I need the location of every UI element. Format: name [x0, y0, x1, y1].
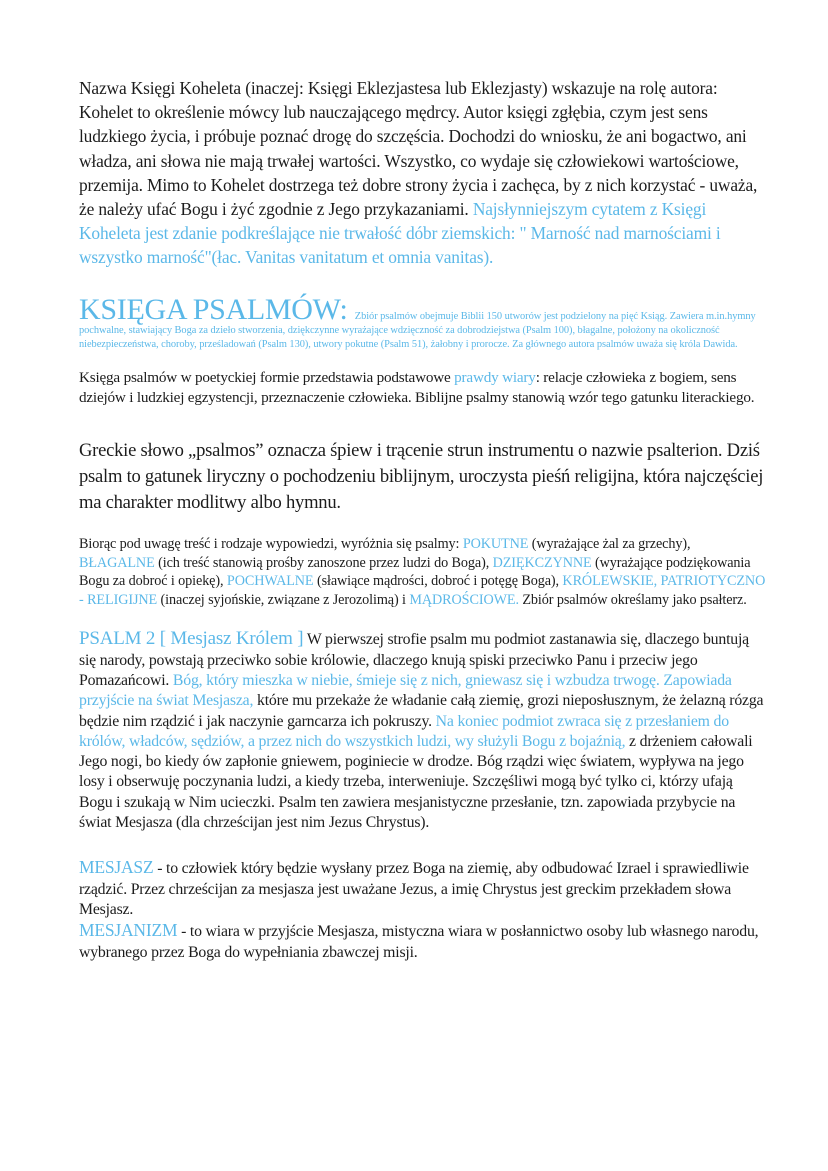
koheleth-quote: Najsłynniejszym cytatem z Księgi Koheleta jest zdanie podkreślające nie trwałość dóbr ziemskich: " Marność nad marnościami i wszystko marność"(łac. Vanitas vanitatum et omnia vanitas). — [79, 199, 721, 268]
psalms-intro-highlight: prawdy wiary — [454, 368, 536, 386]
psalms-heading-summary: Zbiór psalmów obejmuje Biblii 150 utworów jest podzielony na pięć Ksiąg. Zawiera m.in.hymny pochwalne, stawiający Boga za dzieło stworzenia, dziękczynne wyrażające wdzięczność za dobrodziejstwa (Psalm 100), błagalne, położony na okoliczność niebezpieczeństwa, choroby, prześladowań (Psalm 130), utwory pokutne (Psalm 51), żałobny i prorocze. Za głównego autora psalmów uważa się króla Dawida. — [79, 310, 756, 350]
psalm-types-paragraph — [79, 535, 769, 609]
psalm-type-pochwalne: POCHWALNE — [226, 573, 314, 590]
psalm-type-dziekczynne: DZIĘKCZYNNE — [492, 554, 592, 571]
psalmos-paragraph — [79, 438, 769, 516]
psalms-intro-paragraph — [79, 368, 769, 408]
psalm-type-madrosciowe: MĄDROŚCIOWE. — [409, 591, 519, 608]
psalm-type-pokutne: POKUTNE — [462, 536, 529, 553]
psalm-type-blagalne: BŁAGALNE — [79, 554, 155, 571]
definition-text: - to człowiek który będzie wysłany przez Boga na ziemię, aby odbudować Izrael i sprawiedliwie rządzić. Przez chrześcijan za mesjasza jest uważane Jezus, a imię Chrystus jest greckim przekładem słowa Mesjasz. — [79, 860, 749, 918]
psalm2-paragraph — [79, 629, 769, 833]
document-page — [79, 76, 769, 963]
psalm2-text-1: W pierwszej strofie psalm mu podmiot zastanawia się, dlaczego buntują się narody, powstają przeciwko sobie królowie, dlaczego knują spiski przeciwko Panu i przeciw jego Pomazańcowi. — [79, 631, 749, 689]
psalms-intro-after: : relacje człowieka z bogiem, sens dziejów i ludzkiej egzystencji, przeznaczenie człowieka. Biblijne psalmy stanowią wzór tego gatunku literackiego. — [79, 368, 755, 406]
definition-mesjanizm — [79, 920, 769, 963]
psalm-type-desc: Zbiór psalmów określamy jako psałterz. — [518, 591, 747, 608]
psalm-type-desc: (wyrażające żal za grzechy), — [528, 536, 691, 553]
koheleth-paragraph — [79, 76, 769, 270]
koheleth-text: Nazwa Księgi Koheleta (inaczej: Księgi Eklezjastesa lub Eklezjasty) wskazuje na rolę autora: Kohelet to określenie mówcy lub nauczającego mędrcy. Autor księgi zgłębia, czym jest sens ludzkiego życia, i próbuje poznać drogę do szczęścia. Dochodzi do wniosku, że ani bogactwo, ani władza, ani słowa nie mają trwałej wartości. Wszystko, co wydaje się człowiekowi wartościowe, przemija. Mimo to Kohelet dostrzega też dobre strony życia i zachęca, by z nich korzystać - uważa, że należy ufać Bogu i żyć zgodnie z Jego przykazaniami. — [79, 78, 758, 220]
psalms-heading-title: KSIĘGA PSALMÓW: — [79, 292, 355, 326]
psalm-types-intro: Biorąc pod uwagę treść i rodzaje wypowiedzi, wyróżnia się psalmy: — [79, 536, 463, 553]
psalm2-highlight-2: Na koniec podmiot zwraca się z przesłaniem do królów, władców, sędziów, a przez nich do wszystkich ludzi, wy służyli Bogu z bojaźnią, — [79, 712, 729, 750]
psalms-intro-before: Księga psalmów w poetyckiej formie przedstawia podstawowe — [79, 368, 455, 386]
psalm2-highlight-1: Bóg, który mieszka w niebie, śmieje się z nich, gniewasz się i wzbudza trwogę. Zapowiada przyjście na świat Mesjasza, — [79, 672, 732, 710]
definition-term: MESJASZ — [79, 857, 154, 878]
psalm2-text-2: które mu przekaże że władanie całą ziemię, grozi nieposłusznym, że żelazną rózga będzie nim rządzić i jak naczynie garncarza ich pokruszy. — [79, 692, 764, 730]
psalm-type-krolewskie: KRÓLEWSKIE, PATRIOTYCZNO - RELIGIJNE — [79, 573, 766, 608]
psalm-type-desc: (ich treść stanowią prośby zanoszone przez ludzi do Boga), — [154, 554, 493, 571]
psalm-type-desc: (sławiące mądrości, dobroć i potęgę Boga), — [313, 573, 563, 590]
psalmos-text: Greckie słowo „psalmos” oznacza śpiew i trącenie strun instrumentu o nazwie psalterion. Dziś psalm to gatunek liryczny o pochodzeniu biblijnym, uroczysta pieśń religijna, która najczęściej ma charakter modlitwy albo hymnu. — [79, 440, 764, 514]
psalm2-label: PSALM 2 [ Mesjasz Królem ] — [79, 628, 304, 650]
psalm-type-desc: (inaczej syjońskie, związane z Jerozolimą) i — [157, 591, 410, 608]
psalm2-text-3: z drżeniem całowali Jego nogi, bo kiedy ów zapłonie gniewem, poginiecie w drodze. Bóg rządzi więc światem, wypływa na jego losy i obserwuję poczynania ludzi, a kiedy trzeba, interweniuje. Szczęśliwi mogą być tylko ci, którzy ufają Bogu i szukają w Nim ucieczki. Psalm ten zawiera mesjanistyczne przesłanie, tzn. zapowiada przybycie na świat Mesjasza (dla chrześcijan jest nim Jezus Chrystus). — [79, 732, 753, 832]
psalm-type-desc: (wyrażające podziękowania Bogu za dobroć i opiekę), — [79, 554, 751, 590]
definition-mesjasz — [79, 857, 769, 920]
psalms-heading-block — [79, 292, 769, 352]
definition-text: - to wiara w przyjście Mesjasza, mistyczna wiara w posłannictwo osoby lub własnego narodu, wybranego przez Boga do wypełniania zbawczej misji. — [79, 923, 759, 961]
definition-term: MESJANIZM — [79, 920, 178, 941]
